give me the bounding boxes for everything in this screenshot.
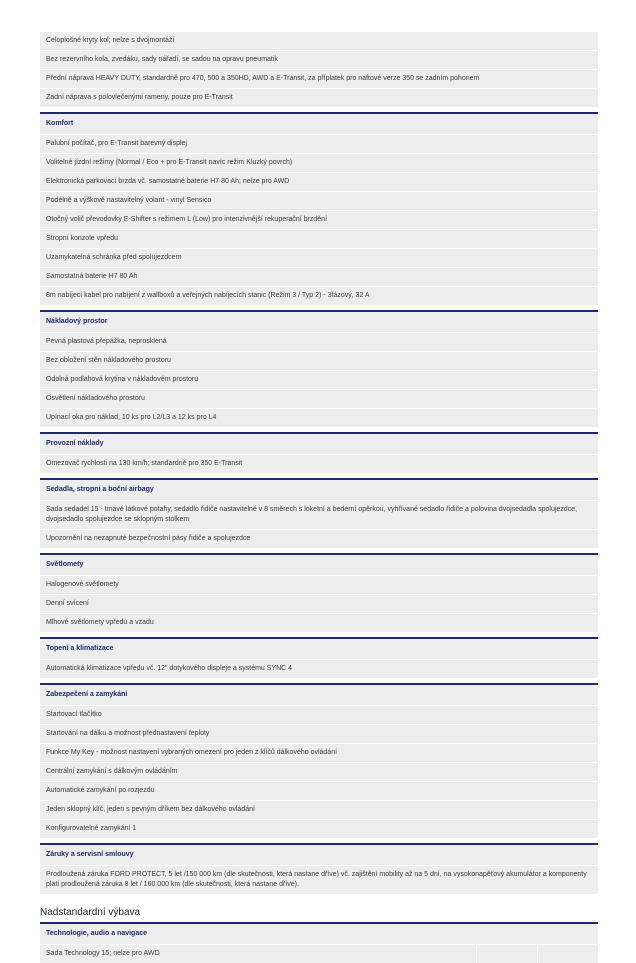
section-zaruky bbox=[40, 843, 598, 894]
list-item: Upínací oka pro náklad, 10 ks pro L2/L3 a 12 ks pro L4 bbox=[40, 408, 598, 427]
section-header: Záruky a servisní smlouvy bbox=[40, 843, 598, 865]
list-item: Bez obložení stěn nákladového prostoru bbox=[40, 351, 598, 370]
empty-cell bbox=[476, 944, 537, 963]
section-header: Světlomety bbox=[40, 553, 598, 575]
list-item: Podélně a výškově nastavitelný volant - vinyl Sensico bbox=[40, 191, 598, 210]
list-item: Startovací tlačítko bbox=[40, 705, 598, 724]
list-item: Přední náprava HEAVY DUTY, standardně pro 470, 500 a 350HD, AWD a E-Transit, za příplatek pro naftové verze 350 se zadním pohonem bbox=[40, 69, 598, 88]
empty-cell bbox=[537, 944, 598, 963]
list-item: Denní svícení bbox=[40, 594, 598, 613]
list-item: Odolná podlahová krytina v nákladovém prostoru bbox=[40, 370, 598, 389]
section-technologie bbox=[40, 922, 598, 963]
section-header: Zabezpečení a zamykání bbox=[40, 683, 598, 705]
table-row bbox=[40, 944, 598, 963]
section-header: Nákladový prostor bbox=[40, 310, 598, 332]
section-svetlomety bbox=[40, 553, 598, 632]
list-item: 8m nabíjecí kabel pro nabíjení z wallboxů a veřejných nabíjecích stanic (Režim 3 / Typ 2) - 3fázový, 32 A bbox=[40, 286, 598, 305]
list-item: Volitelné jízdní režimy (Normal / Eco + pro E-Transit navíc režim Kluzký povrch) bbox=[40, 153, 598, 172]
section-provozni-naklady bbox=[40, 432, 598, 473]
section-header: Komfort bbox=[40, 112, 598, 134]
list-item: Funkce My Key - možnost nastavení vybraných omezení pro jeden z klíčů dálkového ovládání bbox=[40, 743, 598, 762]
section-komfort bbox=[40, 112, 598, 305]
section-nakladovy-prostor bbox=[40, 310, 598, 427]
list-item: Bez rezervního kola, zvedáku, sady nářadí, se sadou na opravu pneumatik bbox=[40, 50, 598, 69]
top-items bbox=[40, 31, 598, 107]
list-item: Sada Technology 15; nelze pro AWD bbox=[40, 944, 476, 963]
list-item: Mlhové světlomety vpředu a vzadu bbox=[40, 613, 598, 632]
list-item: Osvětlení nákladového prostoru bbox=[40, 389, 598, 408]
section-header: Technologie, audio a navigace bbox=[40, 922, 598, 944]
section-zabezpeceni bbox=[40, 683, 598, 838]
section-sedadla bbox=[40, 478, 598, 548]
list-item: Upozornění na nezapnuté bezpečnostní pásy řidiče a spolujezdce bbox=[40, 529, 598, 548]
section-topeni bbox=[40, 637, 598, 678]
list-item: Prodloužená záruka FORD PROTECT, 5 let /150 000 km (dle skutečnosti, která nastane dříve) vč. zajištění mobility až na 5 dní, na vysokonapěťový akumulátor a komponenty platí prodloužená záruka 8 let / 160 000 km (dle skutečnosti, která nastane dříve). bbox=[40, 865, 598, 894]
list-item: Centrální zamykání s dálkovým ovládáním bbox=[40, 762, 598, 781]
section-header: Provozní náklady bbox=[40, 432, 598, 454]
list-item: Pevná plastová přepážka, neprosklená bbox=[40, 332, 598, 351]
list-item: Konfigurovatelné zamykání 1 bbox=[40, 819, 598, 838]
list-item: Startování na dálku a možnost přednastavení teploty bbox=[40, 724, 598, 743]
list-item: Zadní náprava s polovlečenými rameny, pouze pro E-Transit bbox=[40, 88, 598, 107]
optional-equipment-title: Nadstandardní výbava bbox=[40, 907, 141, 918]
list-item: Omezovač rychlosti na 130 km/h; standardně pro 350 E-Transit bbox=[40, 454, 598, 473]
list-item: Automatické zamykání po rozjezdu bbox=[40, 781, 598, 800]
list-item: Elektronická parkovací brzda vč. samostatné baterie H7 80 Ah; nelze pro AWD bbox=[40, 172, 598, 191]
list-item: Sada sedadel 15 - tmavé látkové potahy, sedadlo řidiče nastavitelné v 8 směrech s loketní a bederní opěrkou, vyhřívané sedadlo řidiče a polovina dvojsedadla spolujezdce, dvojsedadlo spolujezdce se sklopným stolkem bbox=[40, 500, 598, 529]
list-item: Stropní konzole vpředu bbox=[40, 229, 598, 248]
list-item: Uzamykatelná schránka před spolujezdcem bbox=[40, 248, 598, 267]
list-item: Palubní počítač, pro E-Transit barevný displej bbox=[40, 134, 598, 153]
list-item: Automatická klimatizace vpředu vč. 12" dotykového displeje a systému SYNC 4 bbox=[40, 659, 598, 678]
section-header: Sedadla, stropní a boční airbagy bbox=[40, 478, 598, 500]
section-header: Topení a klimatizace bbox=[40, 637, 598, 659]
list-item: Samostatná baterie H7 80 Ah bbox=[40, 267, 598, 286]
list-item: Celoplošné kryty kol; nelze s dvojmontáží bbox=[40, 31, 598, 50]
list-item: Otočný volič převodovky E-Shifter s režimem L (Low) pro intenzivnější rekuperační brzdění bbox=[40, 210, 598, 229]
list-item: Halogenové světlomety bbox=[40, 575, 598, 594]
list-item: Jeden sklopný klíč, jeden s pevným dříkem bez dálkového ovládání bbox=[40, 800, 598, 819]
